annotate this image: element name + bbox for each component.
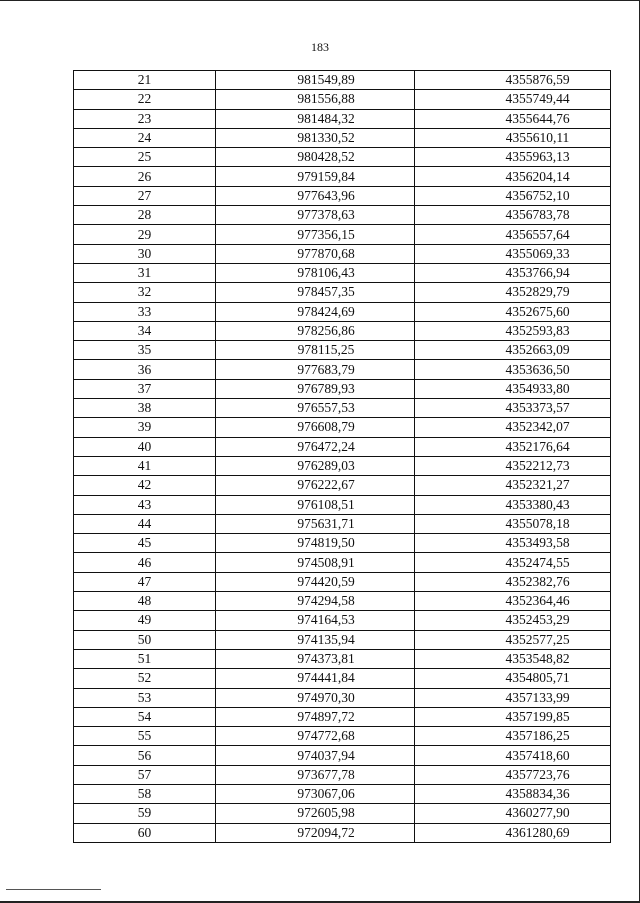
table-row (74, 727, 611, 746)
point-number-cell: 37 (74, 379, 216, 398)
table-row (74, 707, 611, 726)
point-number-cell: 47 (74, 572, 216, 591)
y-coordinate-cell: 4352663,09 (415, 341, 611, 360)
table-row (74, 630, 611, 649)
x-coordinate-cell: 977870,68 (216, 244, 415, 263)
table-row (74, 302, 611, 321)
y-coordinate-cell: 4357133,99 (415, 688, 611, 707)
y-coordinate-cell: 4355963,13 (415, 148, 611, 167)
table-row (74, 649, 611, 668)
x-coordinate-cell: 979159,84 (216, 167, 415, 186)
y-coordinate-cell: 4358834,36 (415, 784, 611, 803)
x-coordinate-cell: 976222,67 (216, 476, 415, 495)
point-number-cell: 55 (74, 727, 216, 746)
point-number-cell: 45 (74, 534, 216, 553)
table-row (74, 765, 611, 784)
x-coordinate-cell: 976557,53 (216, 399, 415, 418)
y-coordinate-cell: 4356783,78 (415, 206, 611, 225)
table-row (74, 283, 611, 302)
table-row (74, 167, 611, 186)
table-row (74, 823, 611, 842)
x-coordinate-cell: 974772,68 (216, 727, 415, 746)
y-coordinate-cell: 4354933,80 (415, 379, 611, 398)
y-coordinate-cell: 4352577,25 (415, 630, 611, 649)
point-number-cell: 24 (74, 128, 216, 147)
point-number-cell: 26 (74, 167, 216, 186)
table-row (74, 109, 611, 128)
y-coordinate-cell: 4355749,44 (415, 90, 611, 109)
x-coordinate-cell: 974897,72 (216, 707, 415, 726)
table-row (74, 90, 611, 109)
point-number-cell: 58 (74, 784, 216, 803)
page-number: 183 (311, 40, 329, 54)
point-number-cell: 52 (74, 669, 216, 688)
table-row (74, 553, 611, 572)
point-number-cell: 53 (74, 688, 216, 707)
x-coordinate-cell: 977378,63 (216, 206, 415, 225)
y-coordinate-cell: 4357723,76 (415, 765, 611, 784)
table-row (74, 592, 611, 611)
table-row (74, 148, 611, 167)
y-coordinate-cell: 4355644,76 (415, 109, 611, 128)
table-row (74, 418, 611, 437)
y-coordinate-cell: 4353636,50 (415, 360, 611, 379)
x-coordinate-cell: 975631,71 (216, 514, 415, 533)
y-coordinate-cell: 4354805,71 (415, 669, 611, 688)
table-row (74, 263, 611, 282)
x-coordinate-cell: 978106,43 (216, 263, 415, 282)
x-coordinate-cell: 981556,88 (216, 90, 415, 109)
y-coordinate-cell: 4355069,33 (415, 244, 611, 263)
y-coordinate-cell: 4352212,73 (415, 456, 611, 475)
point-number-cell: 43 (74, 495, 216, 514)
point-number-cell: 46 (74, 553, 216, 572)
x-coordinate-cell: 976608,79 (216, 418, 415, 437)
x-coordinate-cell: 974164,53 (216, 611, 415, 630)
footnote-line (6, 889, 101, 890)
x-coordinate-cell: 974819,50 (216, 534, 415, 553)
y-coordinate-cell: 4361280,69 (415, 823, 611, 842)
x-coordinate-cell: 974420,59 (216, 572, 415, 591)
point-number-cell: 31 (74, 263, 216, 282)
y-coordinate-cell: 4357418,60 (415, 746, 611, 765)
x-coordinate-cell: 977356,15 (216, 225, 415, 244)
table-row (74, 514, 611, 533)
table-row (74, 379, 611, 398)
point-number-cell: 28 (74, 206, 216, 225)
point-number-cell: 59 (74, 804, 216, 823)
table-row (74, 456, 611, 475)
x-coordinate-cell: 981330,52 (216, 128, 415, 147)
point-number-cell: 27 (74, 186, 216, 205)
y-coordinate-cell: 4352675,60 (415, 302, 611, 321)
point-number-cell: 21 (74, 71, 216, 90)
table-row (74, 688, 611, 707)
x-coordinate-cell: 976289,03 (216, 456, 415, 475)
table-row (74, 669, 611, 688)
x-coordinate-cell: 978424,69 (216, 302, 415, 321)
y-coordinate-cell: 4355610,11 (415, 128, 611, 147)
point-number-cell: 30 (74, 244, 216, 263)
table-row (74, 206, 611, 225)
y-coordinate-cell: 4355078,18 (415, 514, 611, 533)
table-row (74, 321, 611, 340)
point-number-cell: 50 (74, 630, 216, 649)
x-coordinate-cell: 976789,93 (216, 379, 415, 398)
y-coordinate-cell: 4352321,27 (415, 476, 611, 495)
y-coordinate-cell: 4352593,83 (415, 321, 611, 340)
point-number-cell: 35 (74, 341, 216, 360)
y-coordinate-cell: 4360277,90 (415, 804, 611, 823)
point-number-cell: 25 (74, 148, 216, 167)
table-row (74, 784, 611, 803)
x-coordinate-cell: 978115,25 (216, 341, 415, 360)
y-coordinate-cell: 4353380,43 (415, 495, 611, 514)
y-coordinate-cell: 4352364,46 (415, 592, 611, 611)
table-row (74, 495, 611, 514)
table-row (74, 341, 611, 360)
point-number-cell: 56 (74, 746, 216, 765)
point-number-cell: 38 (74, 399, 216, 418)
y-coordinate-cell: 4352176,64 (415, 437, 611, 456)
x-coordinate-cell: 981549,89 (216, 71, 415, 90)
table-row (74, 244, 611, 263)
point-number-cell: 22 (74, 90, 216, 109)
y-coordinate-cell: 4353548,82 (415, 649, 611, 668)
point-number-cell: 33 (74, 302, 216, 321)
y-coordinate-cell: 4353493,58 (415, 534, 611, 553)
x-coordinate-cell: 981484,32 (216, 109, 415, 128)
y-coordinate-cell: 4353373,57 (415, 399, 611, 418)
point-number-cell: 39 (74, 418, 216, 437)
point-number-cell: 41 (74, 456, 216, 475)
point-number-cell: 42 (74, 476, 216, 495)
table-row (74, 534, 611, 553)
point-number-cell: 49 (74, 611, 216, 630)
x-coordinate-cell: 978256,86 (216, 321, 415, 340)
y-coordinate-cell: 4352382,76 (415, 572, 611, 591)
y-coordinate-cell: 4352474,55 (415, 553, 611, 572)
x-coordinate-cell: 974970,30 (216, 688, 415, 707)
table-row (74, 804, 611, 823)
x-coordinate-cell: 974135,94 (216, 630, 415, 649)
point-number-cell: 48 (74, 592, 216, 611)
x-coordinate-cell: 973677,78 (216, 765, 415, 784)
table-row (74, 128, 611, 147)
table-row (74, 746, 611, 765)
table-row (74, 611, 611, 630)
x-coordinate-cell: 977683,79 (216, 360, 415, 379)
table-row (74, 186, 611, 205)
x-coordinate-cell: 977643,96 (216, 186, 415, 205)
point-number-cell: 36 (74, 360, 216, 379)
point-number-cell: 32 (74, 283, 216, 302)
y-coordinate-cell: 4352342,07 (415, 418, 611, 437)
point-number-cell: 34 (74, 321, 216, 340)
y-coordinate-cell: 4352829,79 (415, 283, 611, 302)
x-coordinate-cell: 978457,35 (216, 283, 415, 302)
point-number-cell: 23 (74, 109, 216, 128)
x-coordinate-cell: 980428,52 (216, 148, 415, 167)
point-number-cell: 29 (74, 225, 216, 244)
table-row (74, 572, 611, 591)
y-coordinate-cell: 4356557,64 (415, 225, 611, 244)
x-coordinate-cell: 974294,58 (216, 592, 415, 611)
x-coordinate-cell: 972094,72 (216, 823, 415, 842)
y-coordinate-cell: 4355876,59 (415, 71, 611, 90)
table-row (74, 360, 611, 379)
y-coordinate-cell: 4353766,94 (415, 263, 611, 282)
x-coordinate-cell: 974037,94 (216, 746, 415, 765)
scan-edge-top (0, 0, 640, 1)
point-number-cell: 54 (74, 707, 216, 726)
y-coordinate-cell: 4352453,29 (415, 611, 611, 630)
table-row (74, 476, 611, 495)
x-coordinate-cell: 974508,91 (216, 553, 415, 572)
point-number-cell: 40 (74, 437, 216, 456)
y-coordinate-cell: 4357186,25 (415, 727, 611, 746)
table-row (74, 399, 611, 418)
y-coordinate-cell: 4356204,14 (415, 167, 611, 186)
point-number-cell: 51 (74, 649, 216, 668)
y-coordinate-cell: 4356752,10 (415, 186, 611, 205)
x-coordinate-cell: 976108,51 (216, 495, 415, 514)
x-coordinate-cell: 973067,06 (216, 784, 415, 803)
table-row (74, 225, 611, 244)
x-coordinate-cell: 976472,24 (216, 437, 415, 456)
coordinates-table (73, 70, 611, 843)
point-number-cell: 57 (74, 765, 216, 784)
y-coordinate-cell: 4357199,85 (415, 707, 611, 726)
x-coordinate-cell: 972605,98 (216, 804, 415, 823)
x-coordinate-cell: 974373,81 (216, 649, 415, 668)
x-coordinate-cell: 974441,84 (216, 669, 415, 688)
coordinates-table-body (74, 71, 611, 843)
table-row (74, 71, 611, 90)
point-number-cell: 44 (74, 514, 216, 533)
table-row (74, 437, 611, 456)
point-number-cell: 60 (74, 823, 216, 842)
